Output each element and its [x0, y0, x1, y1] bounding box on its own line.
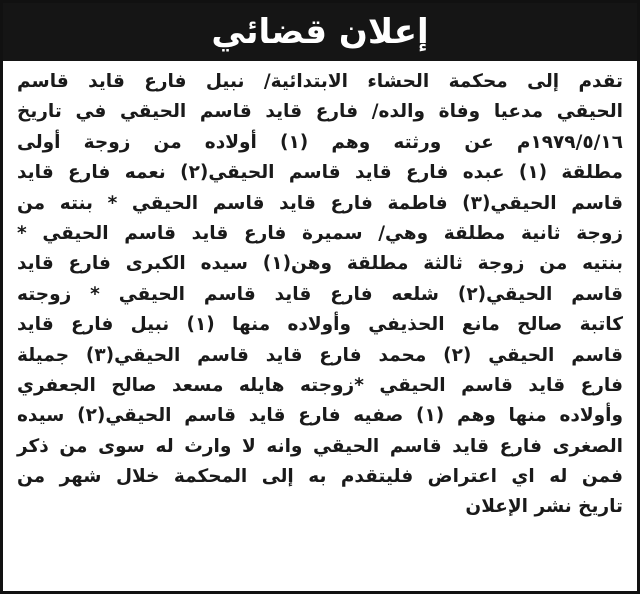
title-banner — [3, 3, 637, 61]
notice-line-4: مطلقة (١) عبده فارع قايد قاسم الحيقي(٢) نعمه فارع قايد — [17, 162, 623, 184]
notice-line-7: بنتيه من زوجة ثالثة مطلقة وهن(١) سيده الكبرى فارع قايد — [17, 253, 623, 275]
notice-line-2: الحيقي مدعيا وفاة والده/ فارع قايد قاسم الحيقي في تاريخ — [17, 101, 623, 123]
notice-line-15: تاريخ نشر الإعلان — [465, 496, 623, 518]
notice-line-13: الصغرى فارع قايد قاسم الحيقي وانه لا وارث له سوى من ذكر — [17, 435, 623, 457]
notice-line-3: ١٩٧٩/٥/١٦م عن ورثته وهم (١) أولاده من زوجة أولى — [17, 131, 623, 153]
notice-line-6: زوجة ثانية مطلقة وهي/ سميرة فارع قايد قاسم الحيقي * — [17, 222, 623, 244]
notice-line-14: فمن له اي اعتراض فليتقدم به إلى المحكمة خلال شهر من — [17, 466, 623, 488]
notice-line-8: قاسم الحيقي(٢) شلعه فارع قايد قاسم الحيقي * زوجته — [17, 283, 623, 305]
notice-line-12: وأولاده منها وهم (١) صفيه فارع قايد قاسم الحيقي(٢) سيده — [17, 405, 623, 427]
notice-body — [17, 67, 623, 523]
notice-line-11: فارع قايد قاسم الحيقي *زوجته هايله مسعد صالح الجعفري — [17, 374, 623, 396]
notice-line-9: كاتبة صالح مانع الحذيفي وأولاده منها (١) نبيل فارع قايد — [17, 314, 624, 336]
notice-line-1: تقدم إلى محكمة الحشاء الابتدائية/ نبيل فارع قايد قاسم — [17, 71, 623, 92]
notice-line-10: قاسم الحيقي (٢) محمد فارع قايد قاسم الحيقي(٣) جميلة — [17, 344, 623, 366]
notice-line-5: قاسم الحيقي(٣) فاطمة فارع قايد قاسم الحيقي * بنته من — [17, 192, 623, 214]
notice-title: إعلان قضائي — [211, 12, 429, 52]
